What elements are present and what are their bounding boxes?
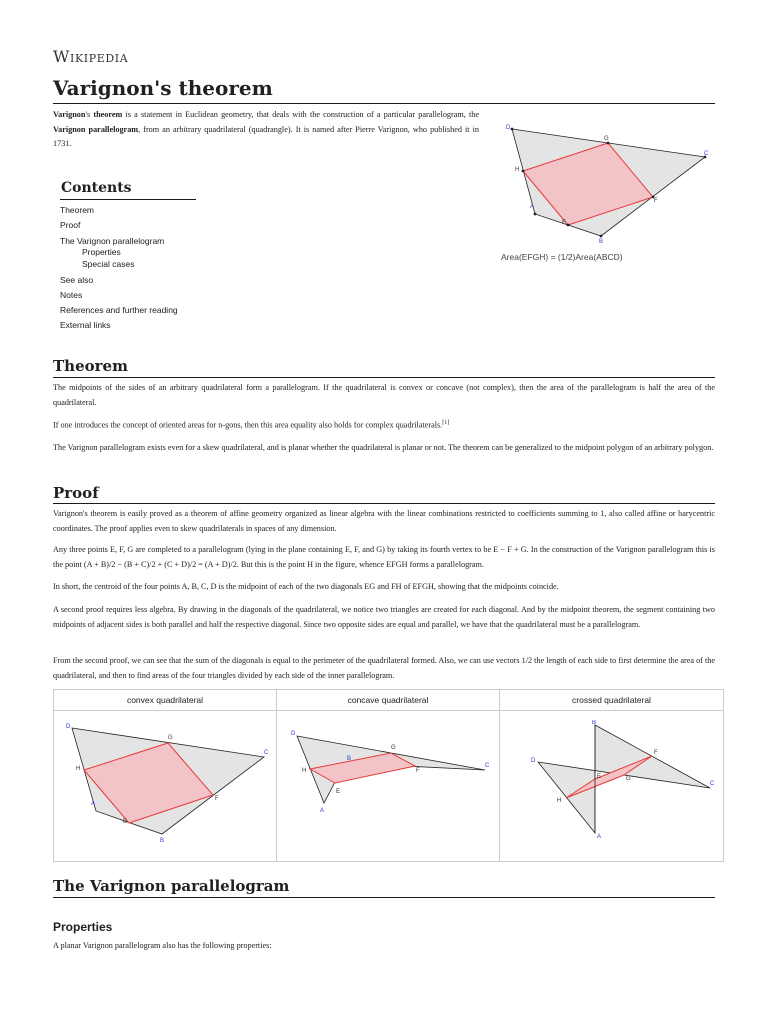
toc-item-notes[interactable]: Notes <box>60 290 83 300</box>
label-c: C <box>704 151 709 157</box>
proof-rule <box>53 503 715 504</box>
intro-bold-varignon: Varignon <box>53 110 86 119</box>
svg-text:B: B <box>592 720 597 726</box>
varignon-rule <box>53 897 715 898</box>
proof-p3: In short, the centroid of the four points A, B, C, D is the midpoint of each of the two diagonals EG and FH of EFGH, showing that the midpoints coincide. <box>53 582 559 591</box>
svg-text:A: A <box>597 834 602 840</box>
heading-theorem: Theorem <box>53 357 128 375</box>
quadrilateral-gallery <box>53 689 724 862</box>
svg-text:A: A <box>91 801 96 807</box>
svg-text:D: D <box>291 731 296 737</box>
toc-item-properties[interactable]: Properties <box>82 247 121 257</box>
label-f: F <box>654 198 658 204</box>
toc-item-see-also[interactable]: See also <box>60 275 94 285</box>
svg-text:F: F <box>416 768 420 774</box>
wikipedia-wordmark[interactable]: Wikipedia <box>53 47 129 66</box>
gallery-cell-concave <box>277 690 500 861</box>
svg-text:F: F <box>215 796 219 802</box>
toc-item-references[interactable]: References and further reading <box>60 305 178 315</box>
toc-item-proof[interactable]: Proof <box>60 220 81 230</box>
svg-text:G: G <box>168 735 173 741</box>
proof-p1: Varignon's theorem is easily proved as a theorem of affine geometry organized as linear algebra with the linear combinations restricted to coefficients summing to 1, also called affine or barycentric coordinates. The proof applies even to skew quadrilaterals in spaces of any dimension. <box>53 509 715 533</box>
toc-title: Contents <box>61 180 132 196</box>
gallery-cell-crossed <box>500 690 723 861</box>
svg-text:B: B <box>160 838 165 844</box>
proof-p5: From the second proof, we can see that the sum of the diagonals is equal to the perimeter of the quadrilateral formed. Also, we can use vectors 1/2 the length of each side to first determine the area of the quadrilateral, and then to find areas of the four triangles divided by each side of the inner parallelogram. <box>53 656 715 680</box>
label-g: G <box>604 136 609 142</box>
toc-item-external-links[interactable]: External links <box>60 320 111 330</box>
toc-item-theorem[interactable]: Theorem <box>60 205 95 215</box>
varignon-figure <box>500 120 720 250</box>
gallery-header-crossed: crossed quadrilateral <box>500 690 723 711</box>
figure-caption: Area(EFGH) = (1/2)Area(ABCD) <box>501 252 623 262</box>
svg-text:E: E <box>336 789 341 795</box>
svg-text:H: H <box>302 768 307 774</box>
theorem-rule <box>53 377 715 378</box>
svg-text:D: D <box>66 724 71 730</box>
proof-p4: A second proof requires less algebra. By drawing in the diagonals of the quadrilateral, we notice two triangles are created for each diagonal. And by the midpoint theorem, the segment containing two midpoints of adjacent sides is both parallel and half the respective diagonal. Since two opposite sides are equal and parallel, we have that the quadrilateral must be a parallelogram. <box>53 605 715 629</box>
toc-item-special-cases[interactable]: Special cases <box>82 259 135 269</box>
properties-p1: A planar Varignon parallelogram also has the following properties: <box>53 941 272 950</box>
crossed-figure[interactable] <box>510 720 720 850</box>
intro-text-1: 's <box>85 110 94 119</box>
svg-text:C: C <box>264 750 269 756</box>
svg-text:H: H <box>76 766 81 772</box>
svg-text:G: G <box>391 745 396 751</box>
svg-text:A: A <box>320 808 325 814</box>
ref-1[interactable]: [1] <box>442 420 450 426</box>
svg-text:H: H <box>557 798 562 804</box>
svg-text:G: G <box>626 776 631 782</box>
heading-properties: Properties <box>53 920 113 934</box>
toc-rule <box>60 199 196 200</box>
theorem-p3: The Varignon parallelogram exists even for a skew quadrilateral, and is planar whether the quadrilateral is planar or not. The theorem can be generalized to the midpoint polygon of an arbitrary polygon. <box>53 443 714 452</box>
heading-proof: Proof <box>53 484 99 502</box>
intro-bold-parallelogram: Varignon parallelogram <box>53 124 139 134</box>
label-h: H <box>515 167 520 173</box>
gallery-cell-convex <box>54 690 277 861</box>
toc-item-varignon-parallelogram[interactable]: The Varignon parallelogram <box>60 236 165 246</box>
svg-text:B: B <box>347 756 352 762</box>
theorem-p1: The midpoints of the sides of an arbitrary quadrilateral form a parallelogram. If the quadrilateral is convex or concave (not complex), then the area of the parallelogram is half the area of the quadrilateral. <box>53 383 715 407</box>
svg-text:E: E <box>597 774 602 780</box>
theorem-p2-text: If one introduces the concept of oriented areas for n-gons, then this area equality also holds for complex quadrilaterals. <box>53 420 443 430</box>
label-a: A <box>530 204 535 210</box>
theorem-p2 <box>53 416 715 433</box>
svg-text:F: F <box>654 750 658 756</box>
intro-paragraph <box>53 108 479 152</box>
svg-text:D: D <box>531 758 536 764</box>
heading-varignon-parallelogram: The Varignon parallelogram <box>53 877 290 895</box>
intro-bold-theorem: theorem <box>93 110 123 119</box>
gallery-header-concave: concave quadrilateral <box>277 690 499 711</box>
label-b: B <box>599 239 604 245</box>
page-title: Varignon's theorem <box>53 76 273 100</box>
intro-text-3: , from an arbitrary quadrilateral (quadrangle). It is named after Pierre Varignon, who published it in 1731. <box>53 124 479 148</box>
title-rule <box>53 103 715 104</box>
gallery-header-convex: convex quadrilateral <box>54 690 276 711</box>
svg-text:E: E <box>123 819 128 825</box>
svg-text:C: C <box>710 781 715 787</box>
proof-p2: Any three points E, F, G are completed to a parallelogram (lying in the plane containing E, F, and G) by taking its fourth vertex to be E − F + G. In the construction of the Varignon parallelogram this is the point (A + B)/2 − (B + C)/2 + (C + D)/2 = (A + D)/2. But this is the point H in the figure, whence EFGH forms a parallelogram. <box>53 545 715 569</box>
intro-text-2: is a statement in Euclidean geometry, that deals with the construction of a particular parallelogram, the <box>122 110 479 119</box>
concave-figure[interactable] <box>285 720 495 850</box>
convex-figure[interactable] <box>64 720 269 850</box>
svg-text:C: C <box>485 763 490 769</box>
label-e: E <box>562 220 567 226</box>
label-d: D <box>506 125 511 131</box>
